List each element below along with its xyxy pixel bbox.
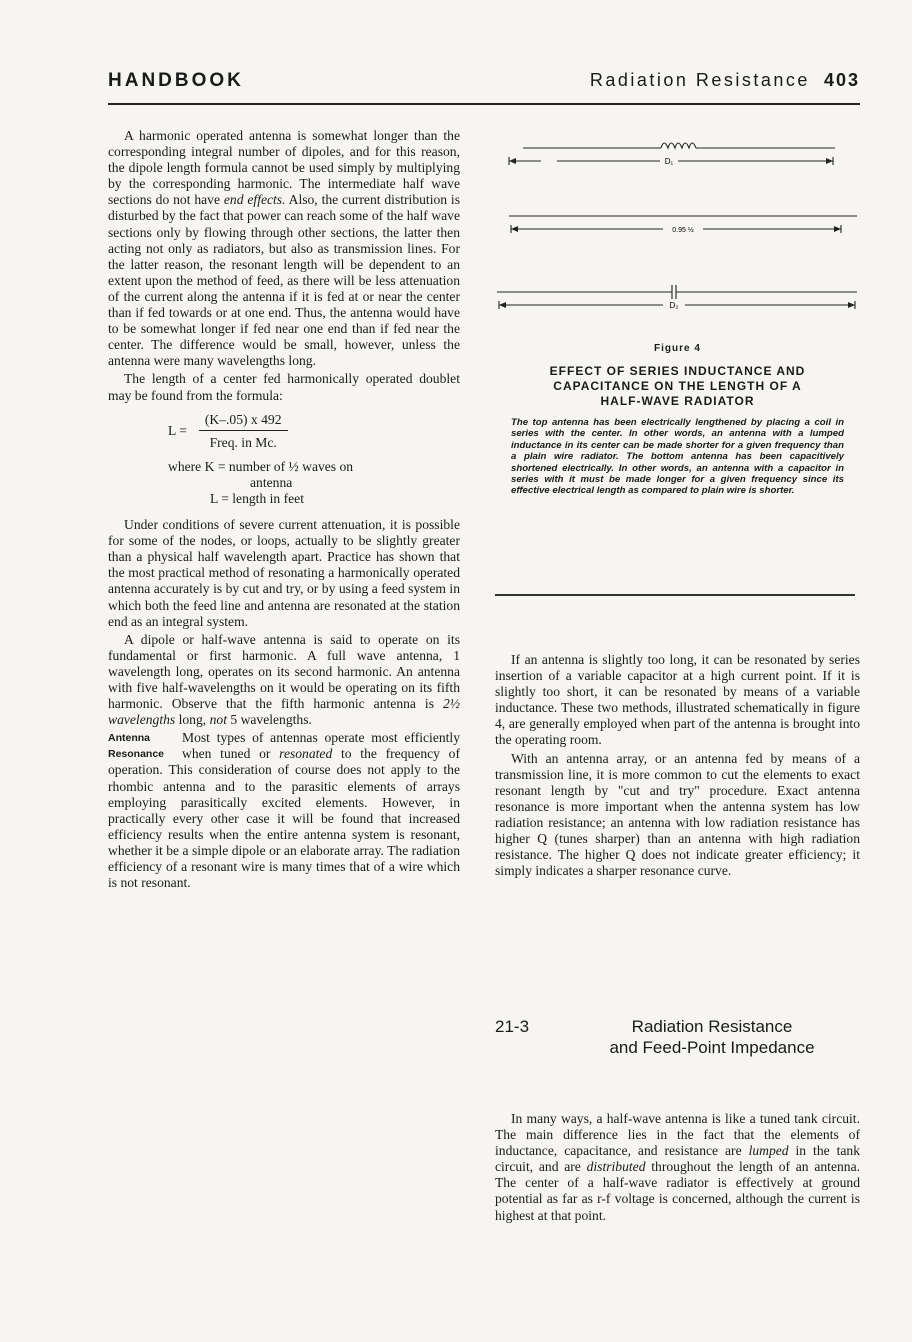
running-head-left: HANDBOOK bbox=[108, 70, 244, 91]
formula-denominator: Freq. in Mc. bbox=[209, 434, 277, 450]
page-header bbox=[108, 70, 860, 100]
paragraph: In many ways, a half-wave antenna is like a tuned tank circuit. The main difference lies in the fact that the elements of inductance, capacitance, and resistance are lumped in the tank circuit, and are distributed throughout the length of an antenna. The center of a half-wave radiator is effectively at ground potential as far as r-f voltage is concerned, although the current is highest at that point. bbox=[495, 1111, 861, 1223]
paragraph: A harmonic operated antenna is somewhat longer than the corresponding integral number of dipoles, and for this reason, the dipole length formula cannot be used simply by multiplying by the corresponding harmonic. The intermediate half wave sections do not have end effects. Also, the current distribution is disturbed by the fact that power can reach some of the half wave sections only by flowing through other sections, the latter then acting not only as radiators, but also as transmission lines. For the latter reason, the resonant length will be dependent to an extent upon the method of feed, as there will be less attenuation of the current along the antenna if it is fed at or near the center than if fed towards or at one end. Thus, the antenna would have to be somewhat longer if fed near one end than if fed near the center. The difference would be small, however, unless the antenna were many wavelengths long. bbox=[108, 128, 460, 369]
paragraph: Under conditions of severe current attenuation, it is possible for some of the nodes, or loops, actually to be slightly greater than a physical half wavelength apart. Practice has shown that the most practical method of resonating a harmonically operated antenna accurately is by cut and try, or by using a feed system in which both the feed line and antenna are resonated at the station end as an integral system. bbox=[108, 517, 460, 629]
figure-number: Figure 4 bbox=[654, 343, 701, 354]
figure-4 bbox=[495, 128, 860, 598]
figure-title: EFFECT OF SERIES INDUCTANCE AND CAPACITANCE ON THE LENGTH OF A HALF-WAVE RADIATOR bbox=[549, 364, 806, 408]
label-d2: D₂ bbox=[669, 301, 679, 310]
paragraph: With an antenna array, or an antenna fed by means of a transmission line, it is more common to cut the elements to exact resonant length by "cut and try" procedure. Exact antenna resonance is more important when the antenna system has low radiation resistance; an antenna with low radiation resistance has higher Q (tunes sharper) than an antenna with high radiation resistance. The higher Q does not indicate greater efficiency; it simply indicates a sharper resonance curve. bbox=[495, 750, 860, 879]
running-head-right bbox=[590, 70, 860, 91]
formula-fraction bbox=[199, 412, 288, 451]
paragraph: The length of a center fed harmonically operated doublet may be found from the formula: bbox=[108, 371, 460, 403]
coil-icon bbox=[661, 143, 696, 148]
figure-rule bbox=[495, 594, 855, 596]
page-number: 403 bbox=[823, 70, 860, 90]
section-title: Radiation Resistance and Feed-Point Impedance bbox=[609, 1017, 815, 1057]
label-d1: D₁ bbox=[664, 157, 674, 166]
right-column-lower bbox=[495, 1111, 860, 1226]
emphasis: end effects. bbox=[223, 192, 286, 208]
left-column bbox=[108, 128, 460, 893]
paragraph: A dipole or half-wave antenna is said to operate on its fundamental or first harmonic. A full wave antenna, 1 wavelength long, operates on its second harmonic. An antenna with five half-wavelengths on it would be operating on its fifth harmonic. Observe that the fifth harmonic antenna is 2½ wavelengths long, not 5 wavelengths. bbox=[108, 631, 460, 728]
header-rule bbox=[108, 103, 860, 105]
section-number: 21-3 bbox=[495, 1017, 530, 1036]
figure-description: The top antenna has been electrically lengthened by placing a coil in series with the center. In other words, an antenna with a lumped inductance in its center can be made shorter for a given frequency than a plain wire radiator. The bottom antenna has been capacitively shortened electrically. In other words, an antenna with a capacitor in series with it must be made longer for a given frequency since its effective electrical length as compared to plain wire is shorter. bbox=[511, 417, 844, 497]
length-formula bbox=[168, 412, 460, 507]
formula-legend: where K = number of ½ waves on antenna L = length in feet bbox=[168, 458, 354, 506]
formula-lhs: L = bbox=[168, 423, 187, 439]
side-heading: Antenna Resonance bbox=[108, 732, 165, 761]
paragraph-antenna-resonance: Antenna Resonance Most types of antennas operate most efficiently when tuned or resonated to the frequency of operation. This consideration of course does not apply to the rhombic antenna and to the parasitic elements of arrays employing parasitically excited elements. However, in practically every other case it will be found that increased efficiency results when the entire antenna system is resonant, whether it be a simple dipole or an elaborate array. The radiation efficiency of a resonant wire is many times that of a wire which is not resonant. bbox=[108, 730, 461, 891]
antenna-diagram bbox=[495, 128, 860, 333]
right-column-upper bbox=[495, 652, 860, 881]
label-095-half: 0.95 ½ bbox=[672, 227, 694, 234]
running-head-title: Radiation Resistance bbox=[589, 70, 810, 90]
formula-numerator: (K–.05) x 492 bbox=[199, 412, 288, 431]
figure-caption bbox=[495, 343, 860, 497]
paragraph: If an antenna is slightly too long, it can be resonated by series insertion of a variable capacitor at a high current point. If it is slightly too short, it can be resonated by means of a variable inductance. These two methods, illustrated schematically in figure 4, are generally employed when part of the antenna is brought into the operating room. bbox=[495, 652, 860, 748]
